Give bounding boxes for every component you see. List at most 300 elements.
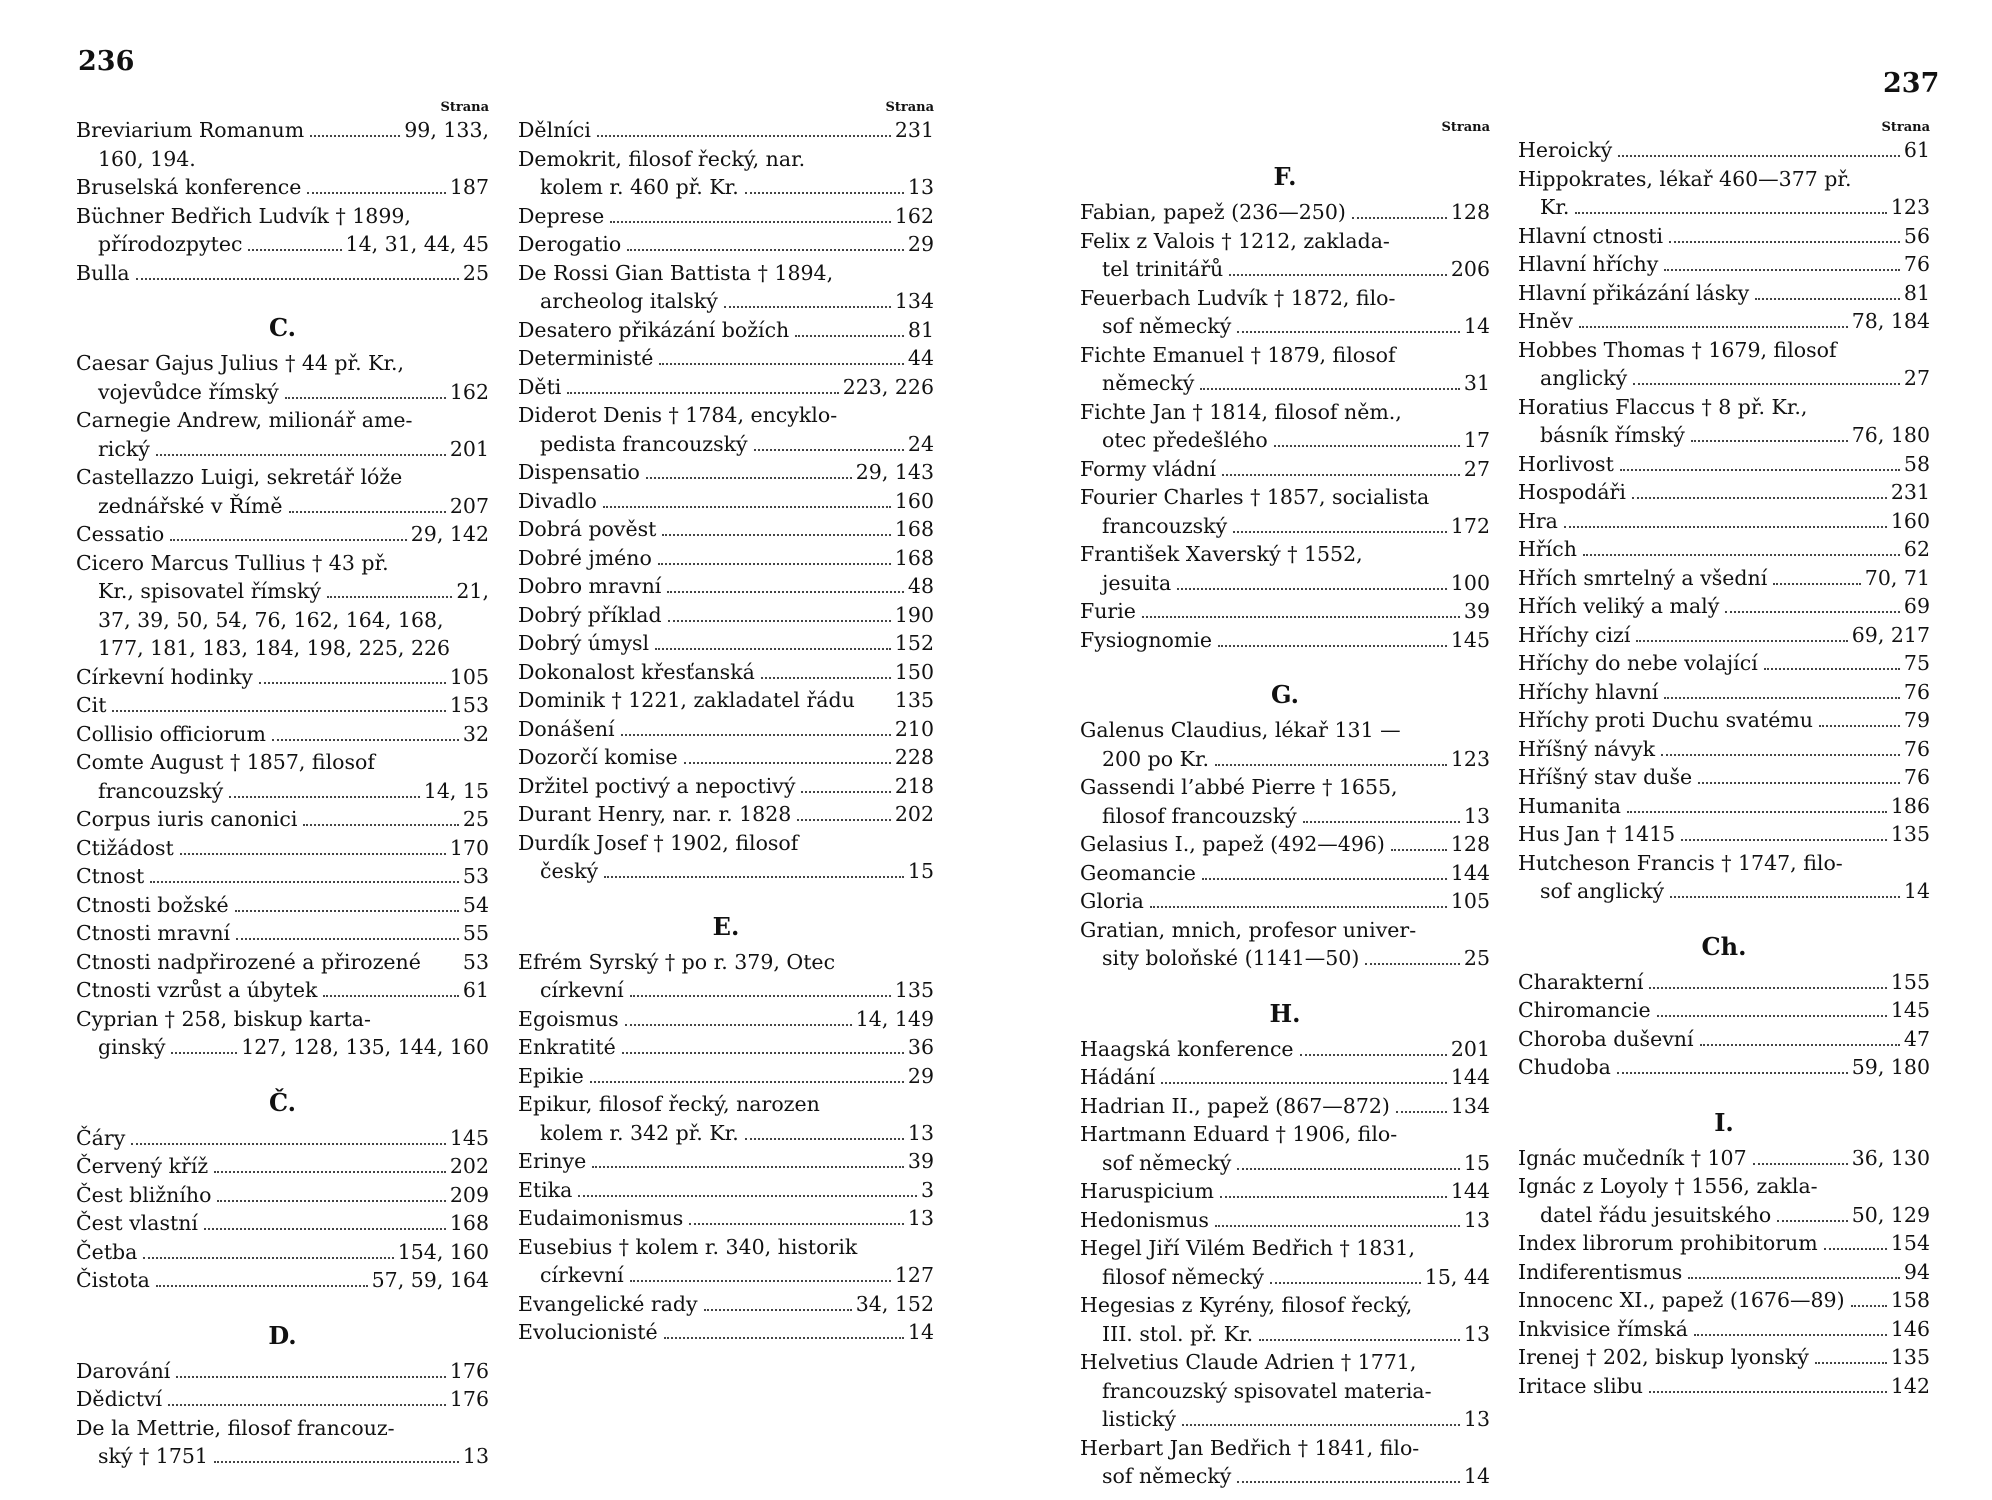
entry-text: Dispensatio: [518, 460, 640, 484]
entry-pages: 32: [462, 721, 489, 746]
entry-text: Herbart Jan Bedřich † 1841, filo-: [1080, 1435, 1420, 1460]
entry-pages: 231: [894, 118, 934, 142]
entry-line: [518, 116, 934, 145]
entry-line: [518, 487, 934, 516]
leader-dots: [1755, 298, 1900, 300]
entry-text: Čest bližního: [76, 1182, 212, 1207]
entry-line: [518, 857, 934, 886]
leader-dots: [131, 1143, 446, 1145]
entry-line: [76, 948, 489, 977]
index-entry: [76, 349, 489, 406]
entry-line: [76, 862, 489, 891]
entry-text: František Xaverský † 1552,: [1080, 542, 1363, 566]
entry-pages: 186: [1890, 793, 1930, 818]
entry-line: [518, 976, 934, 1005]
entry-pages: 76: [1903, 736, 1930, 761]
entry-text: Iritace slibu: [1518, 1373, 1644, 1398]
entry-text: Bruselská konference: [76, 175, 302, 199]
leader-dots: [1142, 616, 1460, 618]
leader-dots: [289, 511, 446, 513]
index-entry: [518, 1005, 934, 1034]
entry-text: Durant Henry, nar. r. 1828: [518, 802, 792, 826]
entry-line: [518, 230, 934, 259]
leader-dots: [112, 710, 445, 712]
leader-dots: [1632, 497, 1887, 499]
leader-dots: [603, 506, 891, 508]
section-letter: E.: [712, 911, 740, 941]
entry-line: [1518, 996, 1930, 1025]
index-entry: [1518, 336, 1930, 393]
entry-text: Hříchy hlavní: [1518, 679, 1659, 704]
entry-pages: 15: [1463, 1150, 1490, 1175]
index-entry: [518, 259, 934, 316]
index-entry: [76, 1181, 489, 1210]
entry-line: [1518, 222, 1930, 251]
entry-line: [518, 772, 934, 801]
entry-text: Děti: [518, 374, 562, 399]
entry-line: [1518, 1229, 1930, 1258]
index-entry: [518, 829, 934, 886]
entry-text: kolem r. 460 př. Kr.: [540, 175, 739, 199]
entry-text: Deprese: [518, 203, 605, 228]
entry-pages: 105: [1450, 889, 1490, 913]
entry-pages: 3: [920, 1177, 934, 1202]
entry-text: Deterministé: [518, 346, 654, 370]
entry-pages: 207: [449, 493, 489, 518]
entry-pages: 145: [449, 1125, 489, 1150]
entry-text: Ctnosti vzrůst a úbytek: [76, 978, 318, 1002]
entry-line: [76, 435, 489, 464]
leader-dots: [1259, 1339, 1460, 1341]
entry-text: pedista francouzský: [540, 431, 748, 456]
leader-dots: [1753, 1163, 1848, 1165]
section-letter: I.: [1714, 1107, 1734, 1137]
index-entry: [1080, 716, 1490, 773]
entry-text: Čistota: [76, 1268, 150, 1292]
entry-line: [76, 230, 489, 259]
leader-dots: [136, 278, 459, 280]
leader-dots: [1649, 987, 1886, 989]
leader-dots: [1851, 1305, 1887, 1307]
entry-pages: 27: [1463, 456, 1490, 481]
entry-line: [76, 777, 489, 806]
leader-dots: [1202, 878, 1447, 880]
leader-dots: [590, 1081, 904, 1083]
entry-text: Fabian, papež (236—250): [1080, 200, 1346, 224]
entry-text: Ctnosti nadpřirozené a přirozené: [76, 949, 421, 974]
index-entry: [518, 1176, 934, 1205]
entry-pages: 29, 143: [855, 460, 934, 484]
section-letter: G.: [1271, 680, 1299, 709]
index-entry: [76, 406, 489, 463]
entry-text: francouzský: [98, 778, 224, 803]
leader-dots: [1237, 331, 1460, 333]
leader-dots: [1352, 217, 1447, 219]
leader-dots: [1274, 445, 1460, 447]
entry-pages: 160: [894, 488, 934, 513]
leader-dots: [1396, 1111, 1447, 1113]
index-entry: [76, 549, 489, 663]
entry-pages: 81: [907, 317, 934, 342]
entry-pages: 17: [1463, 428, 1490, 452]
entry-text: církevní: [540, 1263, 624, 1287]
entry-text: sity boloňské (1141—50): [1102, 946, 1360, 970]
entry-text: církevní: [540, 978, 624, 1002]
entry-line: [518, 572, 934, 601]
leader-dots: [1177, 588, 1447, 590]
entry-line: [76, 116, 489, 145]
entry-text: jesuita: [1102, 570, 1172, 595]
leader-dots: [214, 1171, 446, 1173]
entry-line: [518, 1119, 934, 1148]
leader-dots: [150, 881, 459, 883]
entry-pages: 76: [1903, 252, 1930, 276]
entry-text: 160, 194.: [98, 146, 196, 171]
leader-dots: [235, 910, 459, 912]
entry-pages: 14, 149: [855, 1006, 934, 1031]
entry-line: [1518, 1372, 1930, 1401]
entry-text: Církevní hodinky: [76, 664, 253, 689]
index-entry: [518, 715, 934, 744]
index-entry: [518, 401, 934, 458]
leader-dots: [1218, 645, 1447, 647]
entry-line: [76, 173, 489, 202]
index-entry: [1518, 307, 1930, 336]
index-entry: [518, 572, 934, 601]
entry-pages: 176: [449, 1387, 489, 1411]
index-entry: [76, 202, 489, 259]
entry-pages: 13: [1463, 1207, 1490, 1232]
entry-line: [76, 691, 489, 720]
index-entry: [1518, 450, 1930, 479]
entry-text: Dědictví: [76, 1387, 163, 1411]
index-entry: [76, 1414, 489, 1471]
entry-text: Cessatio: [76, 522, 165, 546]
entry-line: [1080, 1462, 1490, 1491]
leader-dots: [168, 1404, 446, 1406]
entry-text: Hutcheson Francis † 1747, filo-: [1518, 850, 1843, 875]
index-entry: [76, 805, 489, 834]
entry-line: [1518, 564, 1930, 593]
index-entry: [1080, 1035, 1490, 1064]
entry-text: Heroický: [1518, 138, 1613, 162]
entry-text: Gassendi l’abbé Pierre † 1655,: [1080, 775, 1398, 799]
leader-dots: [1233, 531, 1447, 533]
entry-pages: 15: [907, 859, 934, 883]
entry-pages: 53: [462, 864, 489, 888]
entry-pages: 135: [1890, 1345, 1930, 1369]
entry-pages: 14: [1463, 314, 1490, 338]
section-letter: F.: [1273, 162, 1297, 191]
leader-dots: [1583, 554, 1900, 556]
entry-text: Diderot Denis † 1784, encyklo-: [518, 403, 838, 427]
leader-dots: [592, 1166, 904, 1168]
entry-text: Červený kříž: [76, 1154, 209, 1178]
index-entry: [76, 948, 489, 977]
index-entry: [1518, 250, 1930, 279]
entry-pages: 127: [894, 1263, 934, 1287]
section-letter: H.: [1269, 998, 1301, 1028]
entry-text: Dobrá pověst: [518, 517, 657, 541]
entry-pages: 29: [907, 232, 934, 256]
index-entry: [1080, 830, 1490, 859]
entry-line: [518, 1062, 934, 1091]
entry-line: [518, 1318, 934, 1347]
entry-pages: 81: [1903, 280, 1930, 305]
entry-text: ský † 1751: [98, 1444, 208, 1468]
entry-pages: 162: [894, 203, 934, 228]
leader-dots: [567, 392, 838, 394]
entry-line: [1518, 136, 1930, 165]
index-entry: [1518, 535, 1930, 564]
index-entry: [1080, 1177, 1490, 1206]
entry-line: [518, 1290, 934, 1319]
leader-dots: [1270, 1282, 1421, 1284]
leader-dots: [801, 791, 890, 793]
entry-pages: 27: [1903, 366, 1930, 390]
index-entry: [1518, 792, 1930, 821]
entry-text: Etika: [518, 1177, 573, 1202]
leader-dots: [1222, 474, 1460, 476]
index-entry: [76, 1152, 489, 1181]
entry-text: Hobbes Thomas † 1679, filosof: [1518, 337, 1837, 362]
entry-text: Hříšný stav duše: [1518, 765, 1693, 789]
entry-text: Horatius Flaccus † 8 př. Kr.,: [1518, 394, 1808, 419]
entry-line: [76, 520, 489, 549]
entry-pages: 146: [1890, 1316, 1930, 1341]
leader-dots: [1365, 963, 1460, 965]
entry-text: Gloria: [1080, 889, 1144, 913]
index-entry: [518, 1318, 934, 1347]
entry-line: [1518, 450, 1930, 479]
entry-text: Innocenc XI., papež (1676—89): [1518, 1288, 1845, 1312]
index-entry: [1518, 564, 1930, 593]
entry-text: filosof francouzský: [1102, 803, 1297, 828]
entry-pages: 70, 71: [1864, 565, 1930, 590]
leader-dots: [303, 824, 459, 826]
index-entry: [76, 1357, 489, 1386]
entry-pages: 144: [1450, 1065, 1490, 1089]
entry-text: sof německý: [1102, 1150, 1232, 1175]
index-entry: [1080, 198, 1490, 227]
leader-dots: [1657, 1015, 1887, 1017]
index-entry: [76, 748, 489, 805]
entry-line: [1518, 877, 1930, 906]
entry-line: [518, 373, 934, 402]
entry-pages: 29, 142: [410, 522, 489, 546]
entry-line: [1080, 369, 1490, 398]
entry-text: Hříchy proti Duchu svatému: [1518, 708, 1813, 732]
entry-text: 200 po Kr.: [1102, 746, 1210, 771]
entry-text: Hádání: [1080, 1065, 1156, 1089]
index-entry: [518, 487, 934, 516]
index-entry: [1518, 1286, 1930, 1315]
entry-pages: 13: [907, 1120, 934, 1145]
index-entry: [76, 1209, 489, 1238]
entry-pages: 57, 59, 164: [371, 1268, 489, 1292]
entry-text: Dobré jméno: [518, 545, 652, 570]
entry-line: [1518, 307, 1930, 336]
entry-pages: 135: [894, 978, 934, 1002]
index-entry: [1080, 1063, 1490, 1092]
entry-line: [518, 1005, 934, 1034]
entry-text: Ctnosti mravní: [76, 921, 231, 945]
leader-dots: [1564, 526, 1887, 528]
entry-text: Držitel poctivý a nepoctivý: [518, 773, 796, 798]
entry-text: archeolog italský: [540, 289, 718, 313]
leader-dots: [204, 1228, 446, 1230]
entry-text: Büchner Bedřich Ludvík † 1899,: [76, 203, 411, 228]
leader-dots: [1700, 1044, 1900, 1046]
entry-line: [76, 1033, 489, 1062]
index-entry: [76, 919, 489, 948]
entry-pages: 168: [449, 1211, 489, 1235]
index-entry: [518, 344, 934, 373]
entry-text: Feuerbach Ludvík † 1872, filo-: [1080, 285, 1396, 310]
index-column-2: [518, 100, 934, 1347]
entry-line: [1518, 820, 1930, 849]
leader-dots: [156, 1285, 368, 1287]
entry-line: [1080, 859, 1490, 888]
index-entry: [518, 1147, 934, 1176]
entry-line: [76, 1266, 489, 1295]
leader-dots: [795, 335, 904, 337]
entry-text: Castellazzo Luigi, sekretář lóže: [76, 465, 403, 489]
strana-header: Strana: [440, 100, 489, 115]
entry-text: Eusebius † kolem r. 340, historik: [518, 1234, 858, 1259]
entry-text: Fourier Charles † 1857, socialista: [1080, 485, 1430, 509]
entry-line: [1518, 1343, 1930, 1372]
entry-pages: 14: [1463, 1464, 1490, 1488]
entry-text: Chudoba: [1518, 1055, 1611, 1079]
entry-line: [1080, 1263, 1490, 1292]
entry-text: listický: [1102, 1407, 1176, 1431]
entry-pages: 50, 129: [1851, 1202, 1930, 1227]
entry-line: [1518, 193, 1930, 222]
entry-pages: 134: [1450, 1093, 1490, 1118]
entry-text: 177, 181, 183, 184, 198, 225, 226: [98, 636, 451, 660]
index-entry: [76, 520, 489, 549]
index-entry: [1080, 341, 1490, 398]
index-entry: [76, 259, 489, 288]
entry-pages: 75: [1903, 651, 1930, 675]
entry-text: sof anglický: [1540, 879, 1665, 903]
leader-dots: [610, 221, 891, 223]
entry-line: [76, 577, 489, 606]
index-entry: [518, 743, 934, 772]
index-entry: [1518, 1258, 1930, 1287]
entry-text: Hartmann Eduard † 1906, filo-: [1080, 1122, 1398, 1146]
index-entry: [518, 800, 934, 829]
entry-text: Divadlo: [518, 488, 597, 513]
leader-dots: [1633, 383, 1900, 385]
entry-pages: 13: [1463, 1407, 1490, 1431]
entry-line: [518, 601, 934, 630]
index-entry: [1518, 222, 1930, 251]
leader-dots: [684, 762, 891, 764]
entry-text: Collisio officiorum: [76, 721, 266, 746]
entry-text: Hlavní přikázání lásky: [1518, 280, 1750, 305]
index-entry: [1080, 859, 1490, 888]
entry-line: [1518, 421, 1930, 450]
entry-pages: 145: [1890, 998, 1930, 1022]
entry-line: [1080, 1320, 1490, 1349]
entry-text: Breviarium Romanum: [76, 118, 305, 142]
index-entry: [1080, 1434, 1490, 1491]
entry-pages: 228: [894, 745, 934, 769]
entry-line: [76, 1357, 489, 1386]
entry-text: Fichte Jan † 1814, filosof něm.,: [1080, 399, 1402, 424]
index-entry: [1080, 1120, 1490, 1177]
index-entry: [518, 772, 934, 801]
index-entry: [1518, 1343, 1930, 1372]
leader-dots: [1688, 1277, 1900, 1279]
leader-dots: [1698, 782, 1900, 784]
leader-dots: [1636, 640, 1847, 642]
leader-dots: [621, 734, 891, 736]
entry-text: Dominik † 1221, zakladatel řádu: [518, 688, 855, 712]
entry-line: [1080, 312, 1490, 341]
entry-text: Četba: [76, 1239, 138, 1264]
entry-line: [76, 1124, 489, 1153]
entry-pages: 54: [462, 892, 489, 917]
entry-line: [518, 316, 934, 345]
entry-pages: 48: [907, 574, 934, 598]
entry-text: Charakterní: [1518, 969, 1644, 994]
entry-pages: 144: [1450, 860, 1490, 885]
entry-pages: 153: [449, 693, 489, 717]
entry-pages: 190: [894, 602, 934, 627]
entry-text: Indiferentismus: [1518, 1259, 1683, 1284]
leader-dots: [1815, 1362, 1887, 1364]
entry-line: [1518, 621, 1930, 650]
entry-text: De la Mettrie, filosof francouz-: [76, 1415, 395, 1440]
entry-pages: 201: [449, 436, 489, 461]
entry-line: [518, 515, 934, 544]
leader-dots: [170, 539, 407, 541]
entry-text: Durdík Josef † 1902, filosof: [518, 830, 799, 855]
leader-dots: [1237, 1168, 1460, 1170]
entry-line: [76, 663, 489, 692]
entry-pages: 145: [1450, 627, 1490, 652]
entry-text: přírodozpytec: [98, 232, 243, 256]
leader-dots: [646, 477, 852, 479]
entry-line: [1518, 1258, 1930, 1287]
entry-line: [1080, 1206, 1490, 1235]
entry-line: [1080, 512, 1490, 541]
entry-text: Cicero Marcus Tullius † 43 př.: [76, 550, 389, 575]
index-entry: [1080, 398, 1490, 455]
entry-pages: 172: [1450, 513, 1490, 538]
entry-pages: 36: [907, 1035, 934, 1059]
leader-dots: [1237, 1481, 1460, 1483]
entry-pages: 135: [894, 688, 934, 712]
entry-pages: 47: [1903, 1026, 1930, 1051]
entry-line: [1518, 735, 1930, 764]
leader-dots: [1819, 725, 1900, 727]
leader-dots: [229, 796, 420, 798]
entry-pages: 127, 128, 135, 144, 160: [241, 1035, 489, 1059]
leader-dots: [307, 192, 445, 194]
leader-dots: [1575, 212, 1886, 214]
entry-pages: 15, 44: [1424, 1264, 1490, 1289]
entry-text: Dobrý úmysl: [518, 631, 650, 655]
leader-dots: [578, 1195, 917, 1197]
index-entry: [518, 629, 934, 658]
entry-pages: 31: [1463, 371, 1490, 395]
entry-pages: 123: [1450, 746, 1490, 771]
index-entry: [1518, 1315, 1930, 1344]
